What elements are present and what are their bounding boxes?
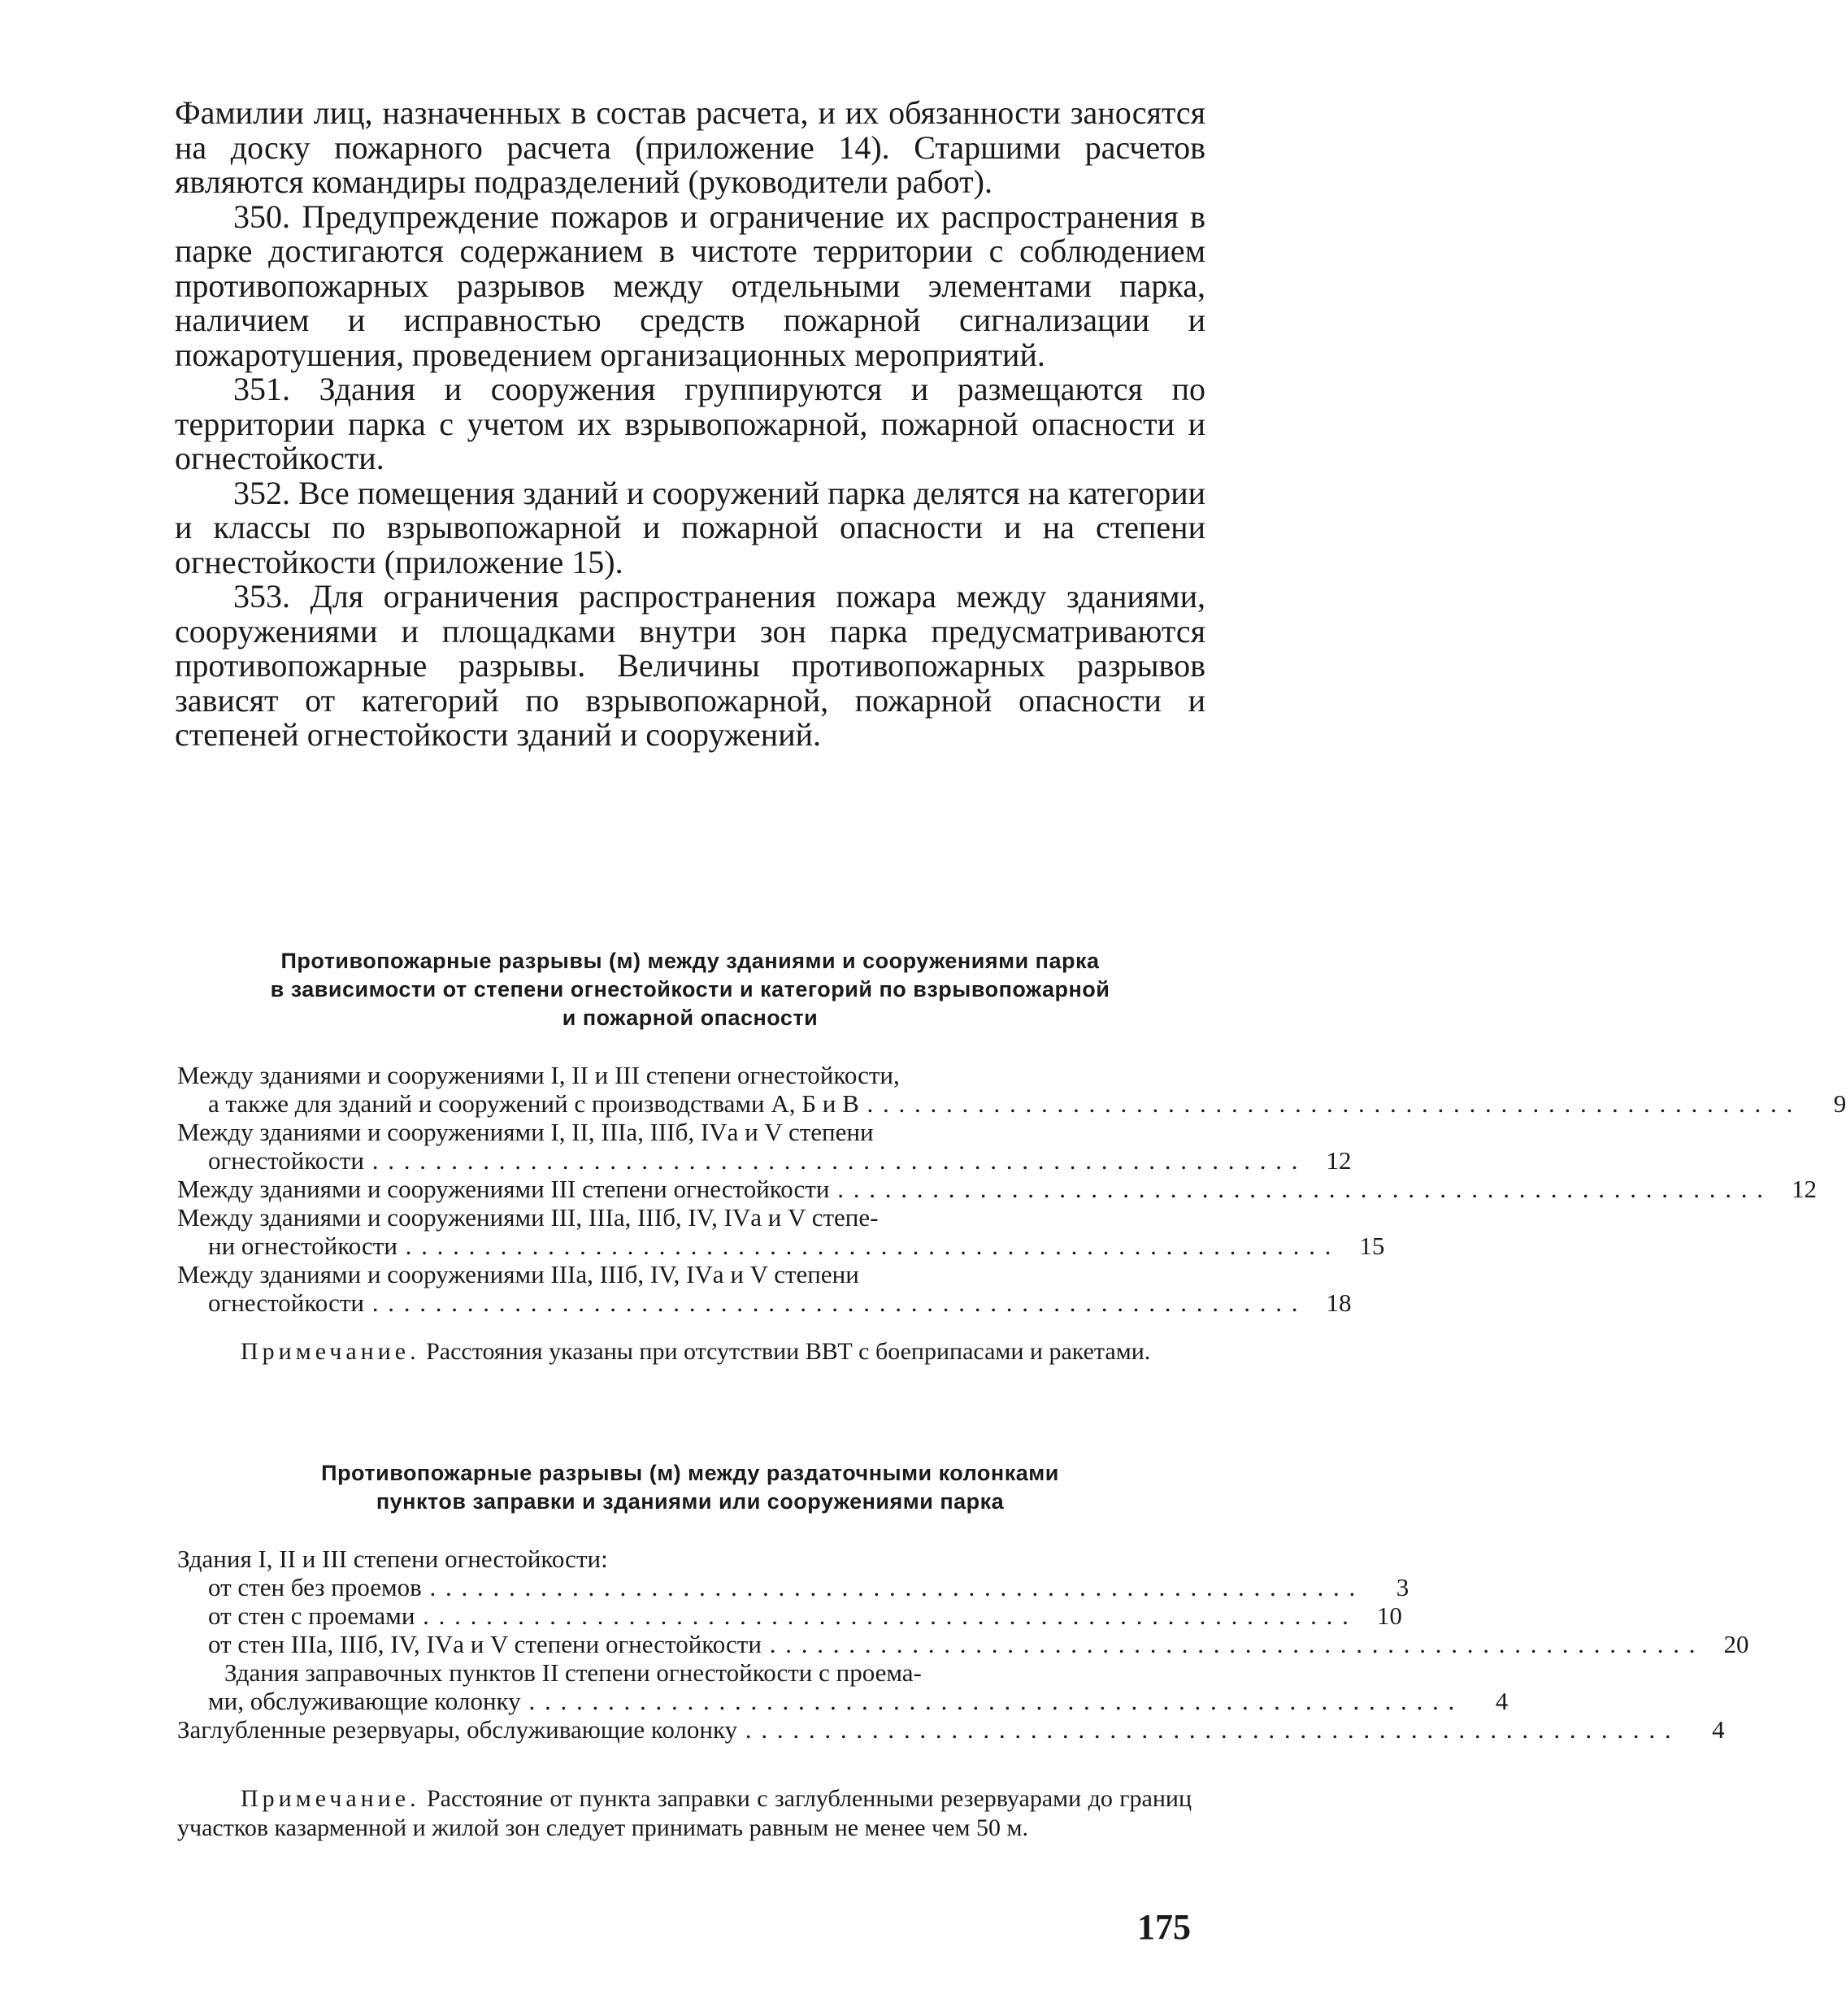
row-label-line: огнестойкости — [208, 1288, 364, 1317]
table2-note — [177, 1784, 1192, 1843]
row-label: от стен IIIа, IIIб, IV, IVа и V степени огнестойкости — [208, 1630, 762, 1658]
table1-title — [175, 947, 1205, 1032]
table-row — [177, 1715, 1725, 1744]
note-text: Расстояния указаны при отсутствии ВВТ с боеприпасами и ракетами. — [426, 1338, 1151, 1365]
row-value: 4 — [1712, 1715, 1725, 1744]
table1-title-line: и пожарной опасности — [562, 1006, 819, 1030]
row-label: от стен с проемами — [208, 1601, 415, 1630]
paragraph-352: 352. Все помещения зданий и сооружений парка делятся на категории и классы по взрывопожарной и пожарной опасности и на степени огнестойкости (приложение 15). — [175, 474, 1205, 580]
row-label-line: ми, обслуживающие колонку — [208, 1687, 521, 1715]
table-row — [177, 1630, 1749, 1658]
row-label-line: а также для зданий и сооружений с производствами А, Б и В — [208, 1089, 859, 1118]
paragraph-continuation: Фамилии лиц, назначенных в состав расчета, и их обязанности заносятся на доску пожарного расчета (приложение 14). Старшими расчетов являются командиры подразделений (руководители работ). — [175, 94, 1205, 200]
row-label-line: ни огнестойкости — [208, 1232, 397, 1260]
table-row — [177, 1260, 1352, 1317]
row-value: 9 — [1833, 1089, 1846, 1118]
table2-title-line: пунктов заправки и зданиями или сооружениями парка — [376, 1489, 1005, 1514]
dot-leader: . . . . . . . . . . . . . . . . . . . . . . . . . . . . . . . . . . . . . . . . . . . . . . . . . . . . . . . . . . . — [829, 1175, 1765, 1203]
dot-leader: . . . . . . . . . . . . . . . . . . . . . . . . . . . . . . . . . . . . . . . . . . . . . . . . . . . . . . . . . . . — [415, 1601, 1350, 1630]
paragraph-350: 350. Предупреждение пожаров и ограничение их распространения в парке достигаются содержанием в чистоте территории с соблюдением противопожарных разрывов между отдельными элементами парка, наличием и исправностью средств пожарной сигнализации и пожаротушения, проведением организационных мероприятий. — [175, 198, 1205, 373]
table-row — [177, 1658, 1509, 1715]
table-row — [177, 1601, 1402, 1630]
row-label: от стен без проемов — [208, 1573, 422, 1601]
dot-leader: . . . . . . . . . . . . . . . . . . . . . . . . . . . . . . . . . . . . . . . . . . . . . . . . . . . . . . . . . . . — [858, 1089, 1795, 1118]
row-label-line: Между зданиями и сооружениями I, II и III степени огнестойкости, — [177, 1061, 900, 1089]
row-label-line: Между зданиями и сооружениями III степени огнестойкости — [177, 1175, 830, 1203]
row-value: 18 — [1326, 1288, 1352, 1317]
table-row — [177, 1175, 1817, 1203]
row-label-line: Между зданиями и сооружениями III, IIIа, IIIб, IV, IVа и V степе- — [177, 1203, 879, 1232]
row-value: 12 — [1326, 1146, 1352, 1175]
table2-title — [175, 1459, 1205, 1516]
table1 — [177, 1061, 1846, 1317]
table1-note — [177, 1337, 1192, 1366]
table-row — [177, 1061, 1846, 1118]
row-value: 20 — [1723, 1630, 1749, 1658]
dot-leader: . . . . . . . . . . . . . . . . . . . . . . . . . . . . . . . . . . . . . . . . . . . . . . . . . . . . . . . . . . . — [737, 1715, 1673, 1744]
row-value: 12 — [1791, 1175, 1817, 1203]
note-label: Примечание. — [241, 1338, 420, 1365]
dot-leader: . . . . . . . . . . . . . . . . . . . . . . . . . . . . . . . . . . . . . . . . . . . . . . . . . . . . . . . . . . . — [761, 1630, 1697, 1658]
row-label-line: Здания заправочных пунктов II степени огнестойкости с проема- — [224, 1658, 922, 1687]
table1-title-line: Противопожарные разрывы (м) между зданиями и сооружениями парка — [280, 949, 1100, 973]
row-label-line: Между зданиями и сооружениями I, II, IIIа, IIIб, IVа и V степени — [177, 1118, 874, 1146]
table1-title-line: в зависимости от степени огнестойкости и категорий по взрывопожарной — [270, 977, 1110, 1001]
paragraph-353: 353. Для ограничения распространения пожара между зданиями, сооружениями и площадками внутри зон парка предусматриваются противопожарные разрывы. Величины противопожарных разрывов зависят от категорий по взрывопожарной, пожарной опасности и степеней огнестойкости зданий и сооружений. — [175, 578, 1205, 753]
table2-title-line: Противопожарные разрывы (м) между раздаточными колонками — [321, 1461, 1059, 1485]
row-value: 15 — [1359, 1232, 1385, 1260]
group-label: Здания I, II и III степени огнестойкости: — [177, 1545, 608, 1573]
row-label: Заглубленные резервуары, обслуживающие колонку — [177, 1715, 738, 1744]
table2 — [177, 1545, 1749, 1744]
row-label-line: огнестойкости — [208, 1146, 364, 1175]
page-number: 175 — [1137, 1907, 1191, 1947]
row-label-line: Между зданиями и сооружениями IIIа, IIIб, IV, IVа и V степени — [177, 1260, 859, 1288]
row-value: 4 — [1495, 1687, 1509, 1715]
row-value: 3 — [1396, 1573, 1409, 1601]
row-value: 10 — [1376, 1601, 1402, 1630]
table-row — [177, 1573, 1409, 1601]
dot-leader: . . . . . . . . . . . . . . . . . . . . . . . . . . . . . . . . . . . . . . . . . . . . . . . . . . . . . . . . . . . — [363, 1288, 1300, 1317]
table-row — [177, 1203, 1385, 1260]
body-text — [175, 96, 1205, 753]
dot-leader: . . . . . . . . . . . . . . . . . . . . . . . . . . . . . . . . . . . . . . . . . . . . . . . . . . . . . . . . . . . — [397, 1232, 1333, 1260]
paragraph-351: 351. Здания и сооружения группируются и размещаются по территории парка с учетом их взрывопожарной, пожарной опасности и огнестойкости. — [175, 371, 1205, 476]
note-label: Примечание. — [241, 1785, 420, 1812]
dot-leader: . . . . . . . . . . . . . . . . . . . . . . . . . . . . . . . . . . . . . . . . . . . . . . . . . . . . . . . . . . . — [421, 1573, 1357, 1601]
dot-leader: . . . . . . . . . . . . . . . . . . . . . . . . . . . . . . . . . . . . . . . . . . . . . . . . . . . . . . . . . . . — [520, 1687, 1457, 1715]
dot-leader: . . . . . . . . . . . . . . . . . . . . . . . . . . . . . . . . . . . . . . . . . . . . . . . . . . . . . . . . . . . — [363, 1146, 1300, 1175]
note-text: Расстояние от пункта заправки с заглубленными резервуарами до границ участков казарменной и жилой зон следует принимать равным не менее чем 50 м. — [177, 1785, 1192, 1841]
table-row — [177, 1118, 1352, 1175]
